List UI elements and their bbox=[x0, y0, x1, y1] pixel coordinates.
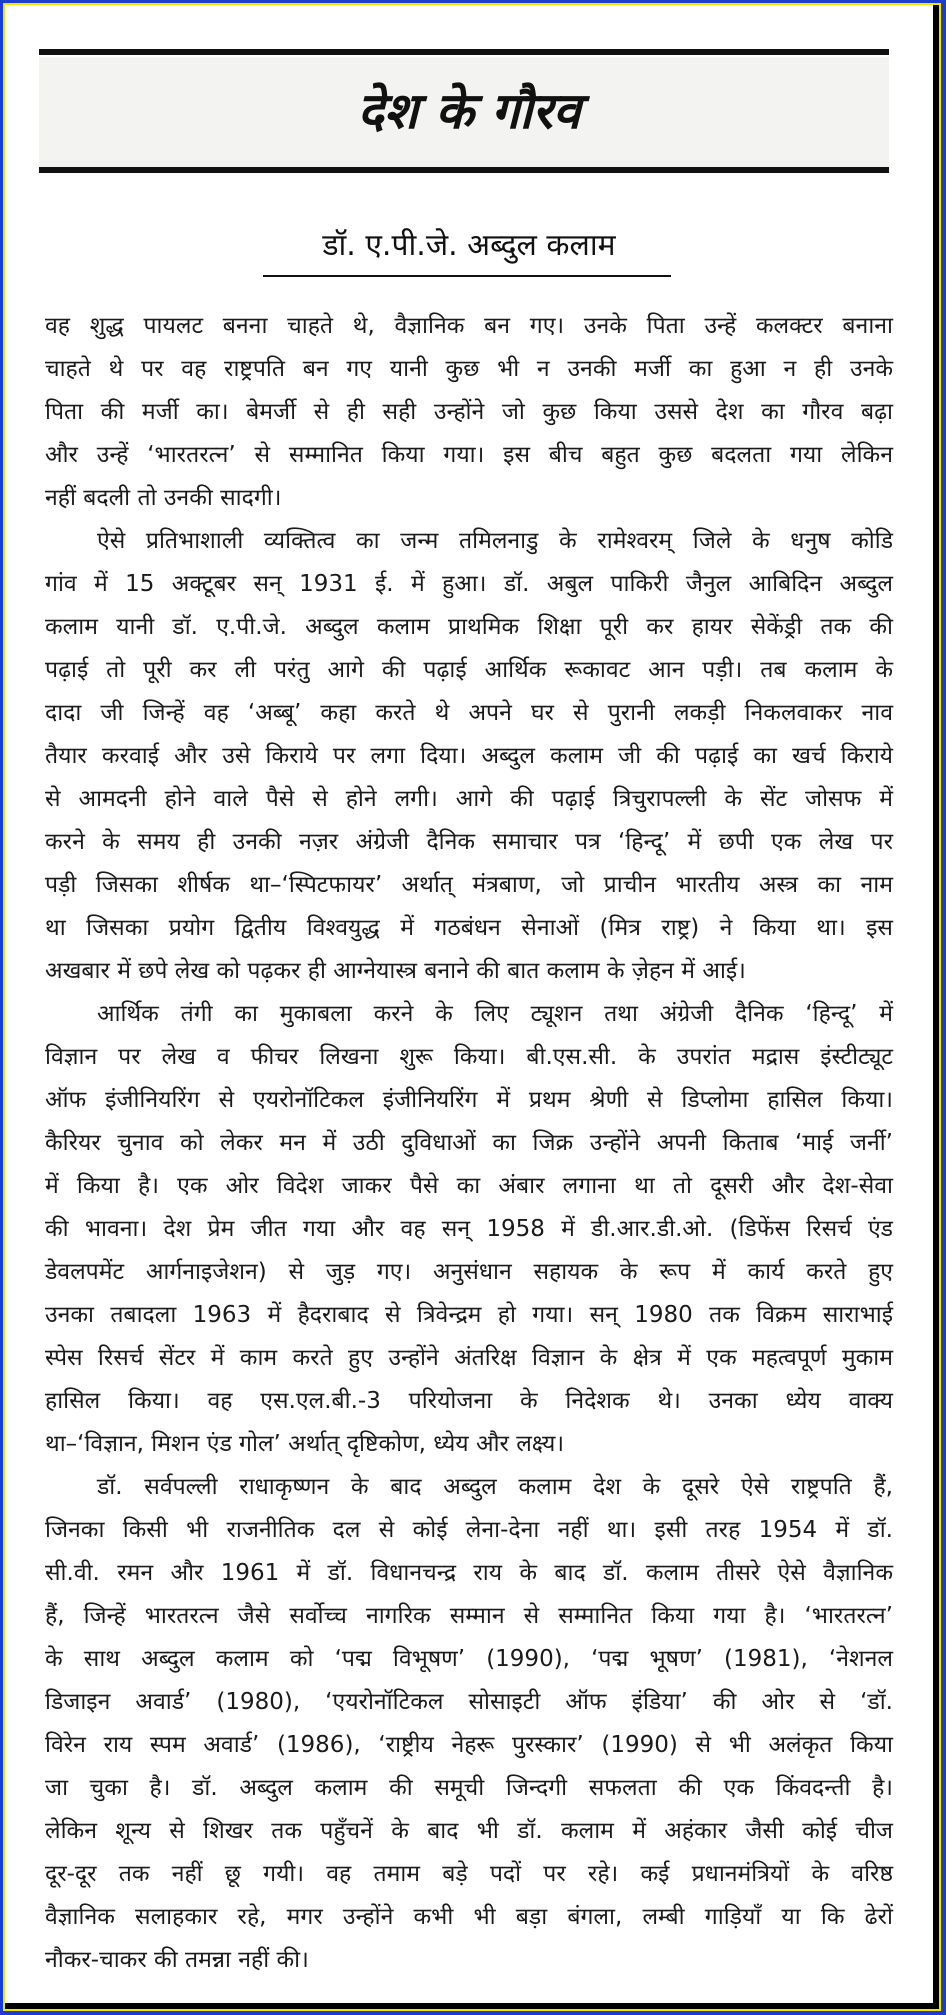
text-line: दादा जी जिन्हें वह ‘अब्बू’ कहा करते थे अपने घर से पुरानी लकड़ी निकलवाकर नाव bbox=[45, 700, 893, 726]
article-subtitle: डॉ. ए.पी.जे. अब्दुल कलाम bbox=[322, 228, 616, 263]
subtitle-underline bbox=[263, 275, 671, 277]
text-line: स्पेस रिसर्च सेंटर में काम करते हुए उन्होंने अंतरिक्ष विज्ञान के क्षेत्र में एक महत्वपूर्ण मुकाम bbox=[45, 1345, 893, 1371]
text-line: की भावना। देश प्रेम जीत गया और वह सन् 1958 में डी.आर.डी.ओ. (डिफेंस रिसर्च एंड bbox=[45, 1216, 893, 1242]
article-body bbox=[45, 305, 893, 1982]
text-line: नौकर-चाकर की तमन्ना नहीं की। bbox=[45, 1947, 309, 1973]
text-line: सी.वी. रमन और 1961 में डॉ. विधानचन्द्र राय के बाद डॉ. कलाम तीसरे ऐसे वैज्ञानिक bbox=[45, 1560, 893, 1586]
text-line: कैरियर चुनाव को लेकर मन में उठी दुविधाओं का जिक्र उन्होंने अपनी किताब ‘माई जर्नी’ bbox=[45, 1130, 893, 1156]
text-line: था–‘विज्ञान, मिशन एंड गोल’ अर्थात् दृष्टिकोण, ध्येय और लक्ष्य। bbox=[45, 1431, 565, 1457]
text-line: और उन्हें ‘भारतरत्न’ से सम्मानित किया गया। इस बीच बहुत कुछ बदलता गया लेकिन bbox=[45, 442, 893, 468]
text-line: पढ़ाई तो पूरी कर ली परंतु आगे की पढ़ाई आर्थिक रूकावट आन पड़ी। तब कलाम के bbox=[45, 657, 893, 683]
text-line: के साथ अब्दुल कलाम को ‘पद्म विभूषण’ (1990), ‘पद्म भूषण’ (1981), ‘नेशनल bbox=[45, 1646, 893, 1672]
text-line: पिता की मर्जी का। बेमर्जी से ही सही उन्होंने जो कुछ किया उससे देश का गौरव बढ़ा bbox=[45, 399, 893, 425]
text-line: से आमदनी होने वाले पैसे से होने लगी। आगे की पढ़ाई त्रिचुरापल्ली के सेंट जोसफ में bbox=[45, 786, 893, 812]
paragraph bbox=[45, 993, 893, 1466]
text-line: आर्थिक तंगी का मुकाबला करने के लिए ट्यूशन तथा अंग्रेजी दैनिक ‘हिन्दू’ में bbox=[97, 1001, 893, 1027]
text-line: पड़ी जिसका शीर्षक था–‘स्पिटफायर’ अर्थात् मंत्रबाण, जो प्राचीन भारतीय अस्त्र का नाम bbox=[45, 872, 893, 898]
document-page bbox=[5, 5, 933, 2003]
paragraph bbox=[45, 520, 893, 993]
text-line: गांव में 15 अक्टूबर सन् 1931 ई. में हुआ। डॉ. अबुल पाकिरी जैनुल आबिदिन अब्दुल bbox=[45, 571, 893, 597]
text-line: जिनका किसी भी राजनीतिक दल से कोई लेना-देना नहीं था। इसी तरह 1954 में डॉ. bbox=[45, 1517, 893, 1543]
text-line: जा चुका है। डॉ. अब्दुल कलाम की समूची जिन्दगी सफलता की एक किंवदन्ती है। bbox=[45, 1775, 893, 1801]
text-line: नहीं बदली तो उनकी सादगी। bbox=[45, 485, 282, 511]
text-line: वह शुद्ध पायलट बनना चाहते थे, वैज्ञानिक बन गए। उनके पिता उन्हें कलक्टर बनाना bbox=[45, 313, 893, 339]
text-line: वैज्ञानिक सलाहकार रहे, मगर उन्होंने कभी भी बड़ा बंगला, लम्बी गाड़ियाँ या कि ढेरों bbox=[45, 1904, 893, 1930]
text-line: कलाम यानी डॉ. ए.पी.जे. अब्दुल कलाम प्राथमिक शिक्षा पूरी कर हायर सेकेंड्री तक की bbox=[45, 614, 893, 640]
text-line: ऑफ इंजीनियरिंग से एयरोनॉटिकल इंजीनियरिंग में प्रथम श्रेणी से डिप्लोमा हासिल किया। bbox=[45, 1087, 893, 1113]
text-line: अखबार में छपे लेख को पढ़कर ही आग्नेयास्त्र बनाने की बात कलाम के ज़ेहन में आई। bbox=[45, 958, 746, 984]
text-line: हैं, जिन्हें भारतरत्न जैसे सर्वोच्च नागरिक सम्मान से सम्मानित किया गया है। ‘भारतरत्न’ bbox=[45, 1603, 893, 1629]
text-line: लेकिन शून्य से शिखर तक पहुँचनें के बाद भी डॉ. कलाम में अहंकार जैसी कोई चीज bbox=[45, 1818, 893, 1844]
text-line: डॉ. सर्वपल्ली राधाकृष्णन के बाद अब्दुल कलाम देश के दूसरे ऐसे राष्ट्रपति हैं, bbox=[97, 1474, 893, 1500]
paragraph bbox=[45, 305, 893, 520]
text-line: तैयार करवाई और उसे किराये पर लगा दिया। अब्दुल कलाम जी की पढ़ाई का खर्च किराये bbox=[45, 743, 893, 769]
title-top-rule bbox=[39, 49, 889, 55]
text-line: दूर-दूर तक नहीं छू गयी। वह तमाम बड़े पदों पर रहे। कई प्रधानमंत्रियों के वरिष्ठ bbox=[45, 1861, 893, 1887]
text-line: डेवलपमेंट आर्गनाइजेशन) से जुड़ गए। अनुसंधान सहायक के रूप में कार्य करते हुए bbox=[45, 1259, 893, 1285]
text-line: उनका तबादला 1963 में हैदराबाद से त्रिवेन्द्रम हो गया। सन् 1980 तक विक्रम साराभाई bbox=[45, 1302, 893, 1328]
text-line: हासिल किया। वह एस.एल.बी.-3 परियोजना के निदेशक थे। उनका ध्येय वाक्य bbox=[45, 1388, 893, 1414]
text-line: विरेन राय स्पम अवार्ड’ (1986), ‘राष्ट्रीय नेहरू पुरस्कार’ (1990) से भी अलंकृत किया bbox=[45, 1732, 893, 1758]
text-line: डिजाइन अवार्ड’ (1980), ‘एयरोनॉटिकल सोसाइटी ऑफ इंडिया’ की ओर से ‘डॉ. bbox=[45, 1689, 893, 1715]
text-line: था जिसका प्रयोग द्वितीय विश्वयुद्ध में गठबंधन सेनाओं (मित्र राष्ट्र) ने किया था। इस bbox=[45, 915, 893, 941]
text-line: करने के समय ही उनकी नज़र अंग्रेजी दैनिक समाचार पत्र ‘हिन्दू’ में छपी एक लेख पर bbox=[45, 829, 893, 855]
title-bottom-rule bbox=[39, 167, 889, 173]
text-line: में किया है। एक ओर विदेश जाकर पैसे का अंबार लगाना था तो दूसरी और देश-सेवा bbox=[45, 1173, 893, 1199]
paragraph bbox=[45, 1466, 893, 1982]
text-line: चाहते थे पर वह राष्ट्रपति बन गए यानी कुछ भी न उनकी मर्जी का हुआ न ही उनके bbox=[45, 356, 893, 382]
text-line: ऐसे प्रतिभाशाली व्यक्तित्व का जन्म तमिलनाडु के रामेश्वरम् जिले के धनुष कोडि bbox=[97, 528, 893, 554]
page-title: देश के गौरव bbox=[357, 82, 581, 140]
page-frame bbox=[3, 3, 941, 2011]
text-line: विज्ञान पर लेख व फीचर लिखना शुरू किया। बी.एस.सी. के उपरांत मद्रास इंस्टीट्यूट bbox=[45, 1044, 893, 1070]
